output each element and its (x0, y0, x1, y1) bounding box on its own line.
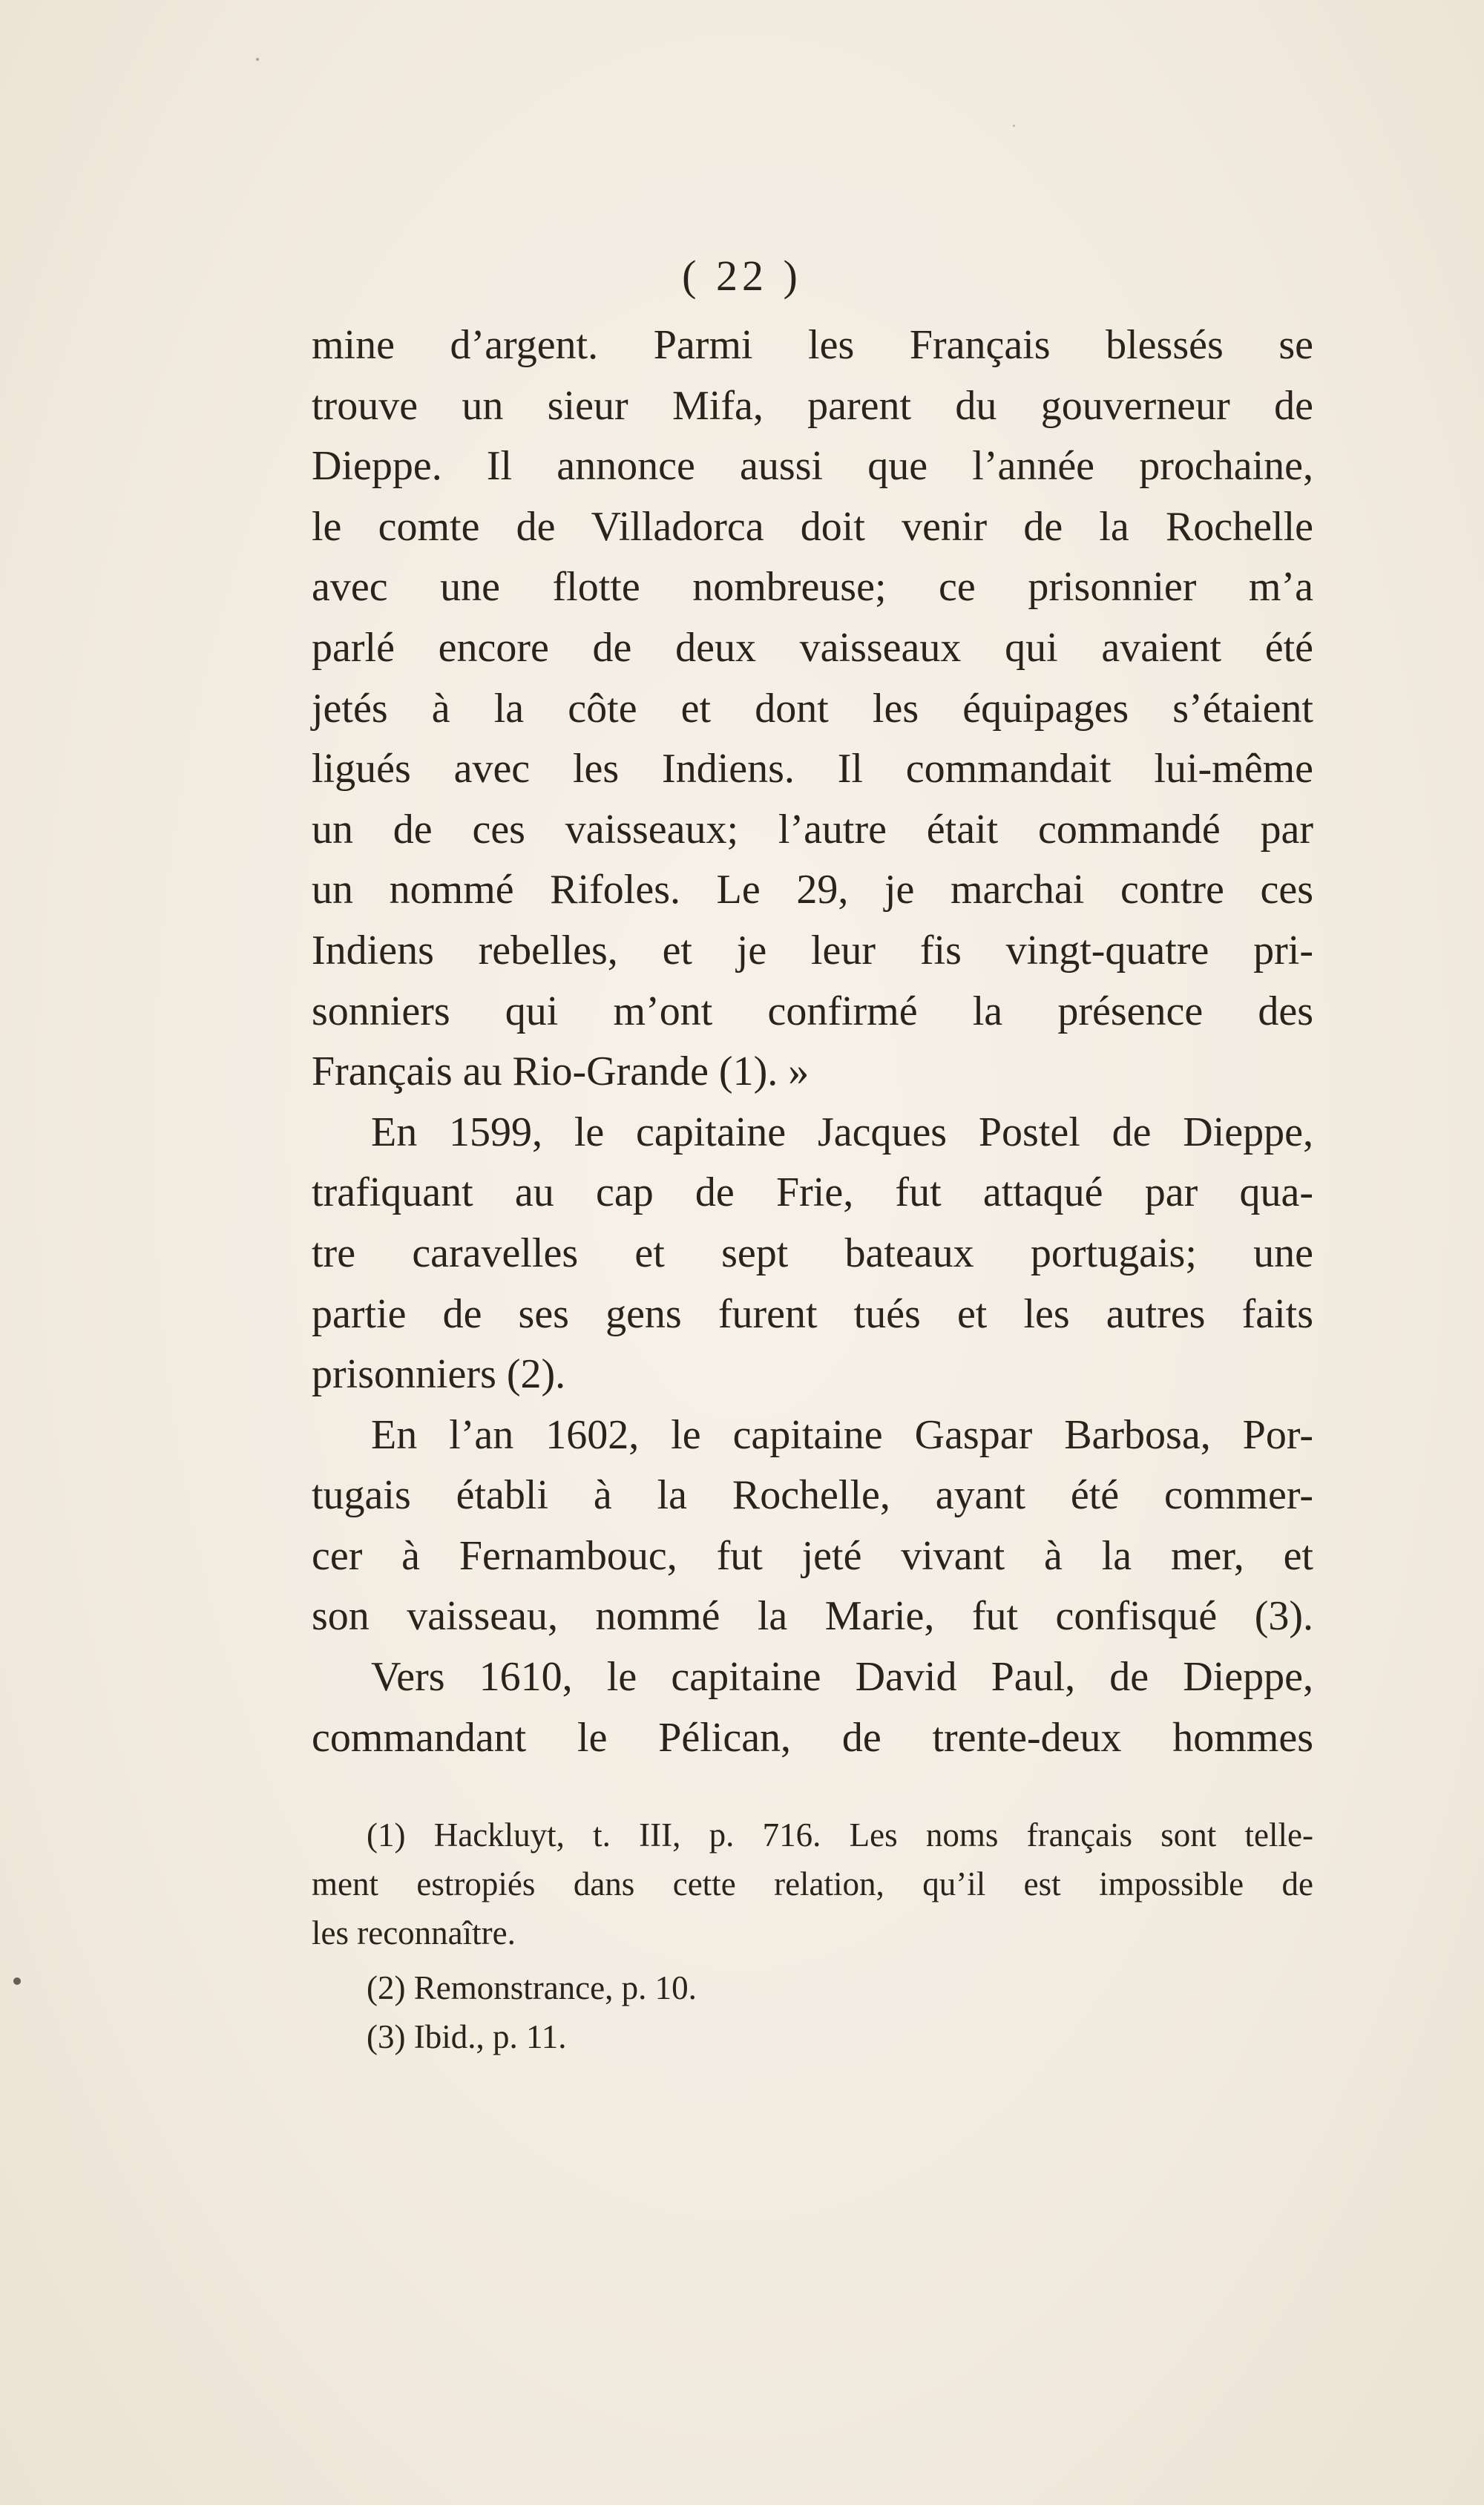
paper-speck (1306, 1625, 1308, 1627)
text-line: avec une flotte nombreuse; ce prisonnier m’a (312, 564, 1313, 611)
footnote-line: ment estropiés dans cette relation, qu’il est impossible de (312, 1865, 1313, 1902)
text-line: trouve un sieur Mifa, parent du gouverneur de (312, 382, 1313, 429)
text-line: cer à Fernambouc, fut jeté vivant à la mer, et (312, 1532, 1313, 1579)
footnote-line: les reconnaître. (312, 1914, 516, 1951)
text-line: commandant le Pélican, de trente-deux hommes (312, 1714, 1313, 1761)
text-line: un nommé Rifoles. Le 29, je marchai contre ces (312, 867, 1313, 913)
footnote-line: (1) Hackluyt, t. III, p. 716. Les noms français sont telle- (367, 1816, 1313, 1854)
text-line: Indiens rebelles, et je leur fis vingt-quatre pri- (312, 927, 1313, 974)
text-line: Vers 1610, le capitaine David Paul, de Dieppe, (371, 1654, 1313, 1701)
page-number: ( 22 ) (682, 252, 802, 300)
text-line: En 1599, le capitaine Jacques Postel de Dieppe, (371, 1109, 1313, 1155)
text-line: jetés à la côte et dont les équipages s’étaient (312, 685, 1313, 732)
text-line: un de ces vaisseaux; l’autre était commandé par (312, 806, 1313, 853)
text-line: En l’an 1602, le capitaine Gaspar Barbosa, Por- (371, 1411, 1313, 1458)
text-line: tre caravelles et sept bateaux portugais; une (312, 1229, 1313, 1276)
text-line: mine d’argent. Parmi les Français blessés se (312, 322, 1313, 368)
paper-speck (256, 58, 259, 61)
paper-speck (1013, 125, 1015, 127)
footnote-line: (2) Remonstrance, p. 10. (367, 1969, 697, 2006)
text-line: Dieppe. Il annonce aussi que l’année prochaine, (312, 443, 1313, 490)
text-line: Français au Rio-Grande (1). » (312, 1048, 810, 1095)
text-line: parlé encore de deux vaisseaux qui avaient été (312, 624, 1313, 671)
paper-speck (13, 1977, 21, 1985)
text-line: le comte de Villadorca doit venir de la Rochelle (312, 503, 1313, 550)
footnote-line: (3) Ibid., p. 11. (367, 2018, 567, 2055)
text-line: sonniers qui m’ont confirmé la présence des (312, 988, 1313, 1034)
text-line: tugais établi à la Rochelle, ayant été commer- (312, 1472, 1313, 1519)
text-line: trafiquant au cap de Frie, fut attaqué par qua- (312, 1169, 1313, 1216)
footnotes (312, 1810, 1313, 2061)
text-line: partie de ses gens furent tués et les autres faits (312, 1290, 1313, 1337)
text-line: ligués avec les Indiens. Il commandait lui-même (312, 746, 1313, 792)
text-line: prisonniers (2). (312, 1351, 566, 1398)
text-line: son vaisseau, nommé la Marie, fut confisqué (3). (312, 1593, 1313, 1640)
body-text (312, 315, 1313, 1768)
